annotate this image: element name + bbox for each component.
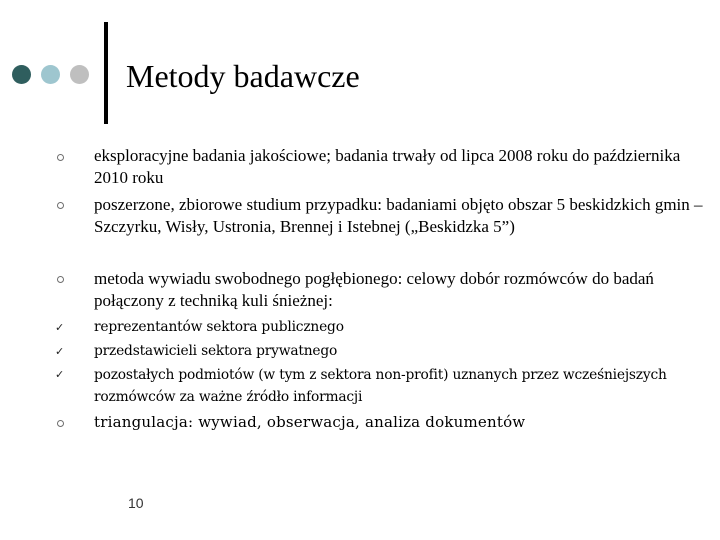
bullet-research-type: eksploracyjne badania jakościowe; badania trwały od lipca 2008 roku do października 2010 roku <box>94 146 681 187</box>
ring-bullet-icon <box>57 420 64 427</box>
bullet-case-study: poszerzone, zbiorowe studium przypadku: badaniami objęto obszar 5 beskidzkich gmin – Szczyrku, Wisły, Ustronia, Brennej i Istebnej („Beskidzka 5”) <box>94 195 703 236</box>
accent-dot-dark <box>12 65 31 84</box>
checkmark-icon: ✓ <box>55 368 65 381</box>
subitem-private-sector: przedstawicieli sektora prywatnego <box>94 343 338 359</box>
subitem-public-sector: reprezentantów sektora publicznego <box>94 319 344 335</box>
page-number: 10 <box>128 495 144 511</box>
bullet-triangulation: triangulacja: wywiad, obserwacja, analiza dokumentów <box>94 413 526 431</box>
checkmark-icon: ✓ <box>55 321 65 334</box>
accent-dot-gray <box>70 65 89 84</box>
title-divider-line <box>104 22 108 124</box>
ring-bullet-icon <box>57 202 64 209</box>
accent-dot-light-blue <box>41 65 60 84</box>
bullet-interview-method: metoda wywiadu swobodnego pogłębionego: celowy dobór rozmówców do badań połączony z techniką kuli śnieżnej: <box>94 269 654 310</box>
subitem-other-entities: pozostałych podmiotów (w tym z sektora non-profit) uznanych przez wcześniejszych rozmówców za ważne źródło informacji <box>94 367 667 405</box>
ring-bullet-icon <box>57 276 64 283</box>
ring-bullet-icon <box>57 154 64 161</box>
checkmark-icon: ✓ <box>55 345 65 358</box>
slide-title: Metody badawcze <box>126 58 360 94</box>
